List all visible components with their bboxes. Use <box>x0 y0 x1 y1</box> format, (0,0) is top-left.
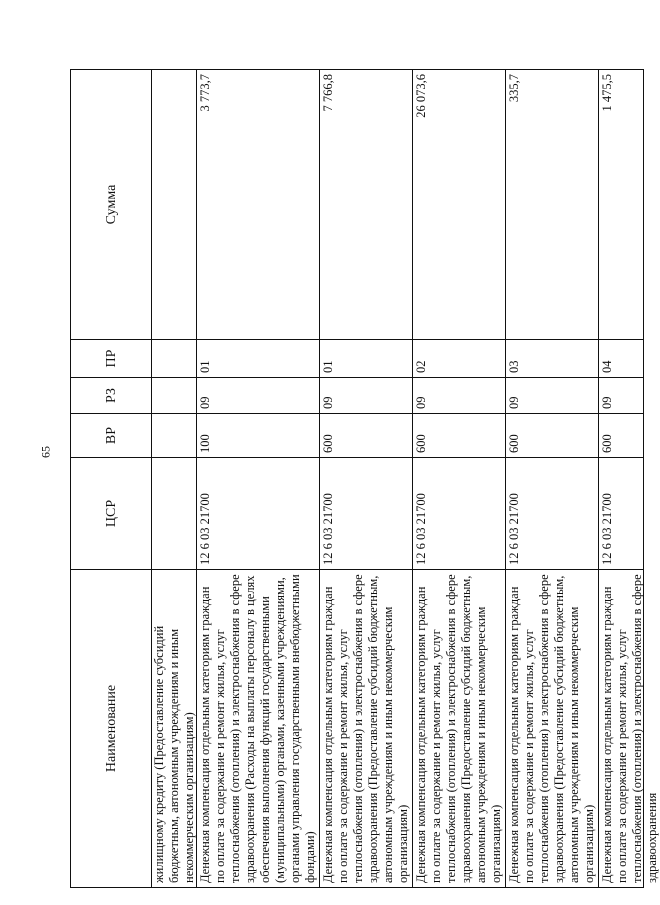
cell-name: Денежная компенсация отдельным категориям граждан по оплате за содержание и ремонт жилья, услуг теплоснабжения (отопления) и электроснабжения в сфере здравоохранения <box>599 570 644 888</box>
cell-rz: 09 <box>413 378 506 414</box>
cell-name: Денежная компенсация отдельным категориям граждан по оплате за содержание и ремонт жилья, услуг теплоснабжения (отопления) и электроснабжения в сфере здравоохранения (Расходы на выплаты персоналу в целях обеспечения выполнения функций государственными (муниципальными) органами, казенными учреждениями, органами управления государственными внебюджетными фондами) <box>197 570 320 888</box>
header-csr: ЦСР <box>71 458 152 570</box>
page-number: 65 <box>38 446 53 458</box>
cell-csr: 12 6 03 21700 <box>599 458 644 570</box>
table-header-row <box>71 70 152 888</box>
header-name: Наименование <box>71 570 152 888</box>
table-row <box>197 70 320 888</box>
cell-csr: 12 6 03 21700 <box>413 458 506 570</box>
cell-vr: 100 <box>197 414 320 458</box>
table-row <box>413 70 506 888</box>
cell-vr: 600 <box>320 414 413 458</box>
header-pr: ПР <box>71 340 152 378</box>
cell-csr: 12 6 03 21700 <box>197 458 320 570</box>
header-sum: Сумма <box>71 70 152 340</box>
cell-csr: 12 6 03 21700 <box>506 458 599 570</box>
cell-rz: 09 <box>197 378 320 414</box>
cell-pr <box>152 340 197 378</box>
cell-pr: 01 <box>197 340 320 378</box>
cell-vr: 600 <box>506 414 599 458</box>
cell-pr: 01 <box>320 340 413 378</box>
budget-table <box>70 69 659 888</box>
table-row <box>506 70 599 888</box>
cell-sum: 335,7 <box>506 70 599 340</box>
cell-csr <box>152 458 197 570</box>
cell-csr: 12 6 03 21700 <box>320 458 413 570</box>
cell-name: жилищному кредиту (Предоставление субсидий бюджетным, автономным учреждениям и иным некоммерческим организациям) <box>152 570 197 888</box>
cell-sum: 1 475,5 <box>599 70 644 340</box>
cell-rz <box>152 378 197 414</box>
cell-pr: 04 <box>599 340 644 378</box>
cell-vr: 600 <box>413 414 506 458</box>
table-row <box>320 70 413 888</box>
table-row <box>152 70 197 888</box>
cell-vr: 600 <box>599 414 644 458</box>
header-rz: РЗ <box>71 378 152 414</box>
cell-rz: 09 <box>320 378 413 414</box>
cell-pr: 02 <box>413 340 506 378</box>
rotated-page-content <box>70 70 659 888</box>
cell-vr <box>152 414 197 458</box>
cell-sum: 3 773,7 <box>197 70 320 340</box>
cell-name: Денежная компенсация отдельным категориям граждан по оплате за содержание и ремонт жилья, услуг теплоснабжения (отопления) и электроснабжения в сфере здравоохранения (Предоставление субсидий бюджетным, автономным учреждениям и иным некоммерческим организациям) <box>320 570 413 888</box>
cell-rz: 09 <box>506 378 599 414</box>
cell-pr: 03 <box>506 340 599 378</box>
header-vr: ВР <box>71 414 152 458</box>
cell-name: Денежная компенсация отдельным категориям граждан по оплате за содержание и ремонт жилья, услуг теплоснабжения (отопления) и электроснабжения в сфере здравоохранения (Предоставление субсидий бюджетным, автономным учреждениям и иным некоммерческим организациям) <box>413 570 506 888</box>
cell-name: Денежная компенсация отдельным категориям граждан по оплате за содержание и ремонт жилья, услуг теплоснабжения (отопления) и электроснабжения в сфере здравоохранения (Предоставление субсидий бюджетным, автономным учреждениям и иным некоммерческим организациям) <box>506 570 599 888</box>
cell-sum: 26 073,6 <box>413 70 506 340</box>
cell-sum: 7 766,8 <box>320 70 413 340</box>
cell-sum <box>152 70 197 340</box>
table-row <box>599 70 644 888</box>
cell-rz: 09 <box>599 378 644 414</box>
